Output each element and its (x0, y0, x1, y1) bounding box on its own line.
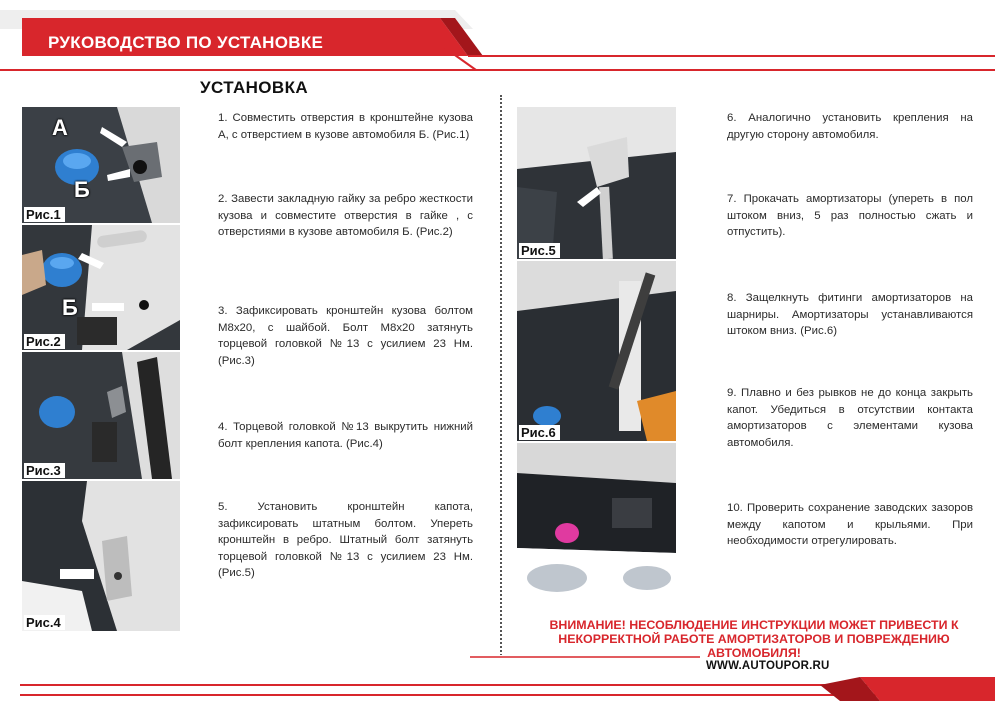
step-7-text: 7. Прокачать амортизаторы (упереть в пол штоком вниз, 5 раз полностью сжать и отпустить). (727, 193, 973, 238)
section-title: УСТАНОВКА (200, 78, 309, 97)
figure-4-photo (22, 481, 180, 631)
figure-label: Рис.5 (519, 243, 560, 258)
figure-6-photo (517, 261, 676, 441)
marker-letter-a: А (52, 115, 68, 140)
website-link[interactable]: WWW.AUTOUPOR.RU (706, 660, 830, 672)
figure-3-photo (22, 352, 180, 479)
step-2-text: 2. Завести закладную гайку за ребро жесткости кузова и совместите отверстия в гайке , с отверстиями в кузове автомобиля Б. (Рис.2) (218, 193, 473, 238)
figure-label: Рис.1 (24, 207, 65, 222)
step-6-text: 6. Аналогично установить крепления на другую сторону автомобиля. (727, 112, 973, 141)
figure-label: Рис.2 (24, 334, 65, 349)
step-10-text: 10. Проверить сохранение заводских зазоров между капотом и крыльями. При необходимости отрегулировать. (727, 502, 973, 547)
step-8-text: 8. Защелкнуть фитинги амортизаторов на шарниры. Амортизаторы устанавливаются штоком вниз. (Рис.6) (727, 292, 973, 337)
step-4-text: 4. Торцевой головкой №13 выкрутить нижний болт крепления капота. (Рис.4) (218, 421, 473, 450)
figure-label: Рис.3 (24, 463, 65, 478)
step-3-text: 3. Зафиксировать кронштейн кузова болтом М8х20, с шайбой. Болт М8х20 затянуть торцевой головкой №13 с усилием 23 Нм. (Рис.3) (218, 305, 473, 367)
engine-bay-photo (517, 443, 676, 605)
footer-decoration (0, 655, 1000, 702)
marker-letter-b: Б (62, 295, 78, 320)
figure-1-photo (22, 107, 180, 223)
step-9-text: 9. Плавно и без рывков не до конца закрыть капот. Убедиться в отсутствии контакта амортизаторов с элементами кузова автомобиля. (727, 387, 973, 449)
figure-label: Рис.6 (519, 425, 560, 440)
figure-5-photo (517, 107, 676, 259)
step-1-text: 1. Совместить отверстия в кронштейне кузова А, с отверстием в кузове автомобиля Б. (Рис.1) (218, 112, 473, 141)
figure-2-photo (22, 225, 180, 350)
figure-label: Рис.4 (24, 615, 65, 630)
marker-letter-b: Б (74, 177, 90, 202)
warning-text: ВНИМАНИЕ! НЕСОБЛЮДЕНИЕ ИНСТРУКЦИИ МОЖЕТ ПРИВЕСТИ К НЕКОРРЕКТНОЙ РАБОТЕ АМОРТИЗАТОРОВ И ПОВРЕЖДЕНИЮ АВТОМОБИЛЯ! (549, 618, 959, 660)
page-title: РУКОВОДСТВО ПО УСТАНОВКЕ (48, 33, 324, 52)
column-divider (500, 95, 502, 660)
step-5-text: 5. Установить кронштейн капота, зафиксировать штатным болтом. Упереть кронштейн в ребро. Штатный болт затянуть торцевой головкой №13 с усилием 23 Нм. (Рис.5) (218, 501, 473, 579)
